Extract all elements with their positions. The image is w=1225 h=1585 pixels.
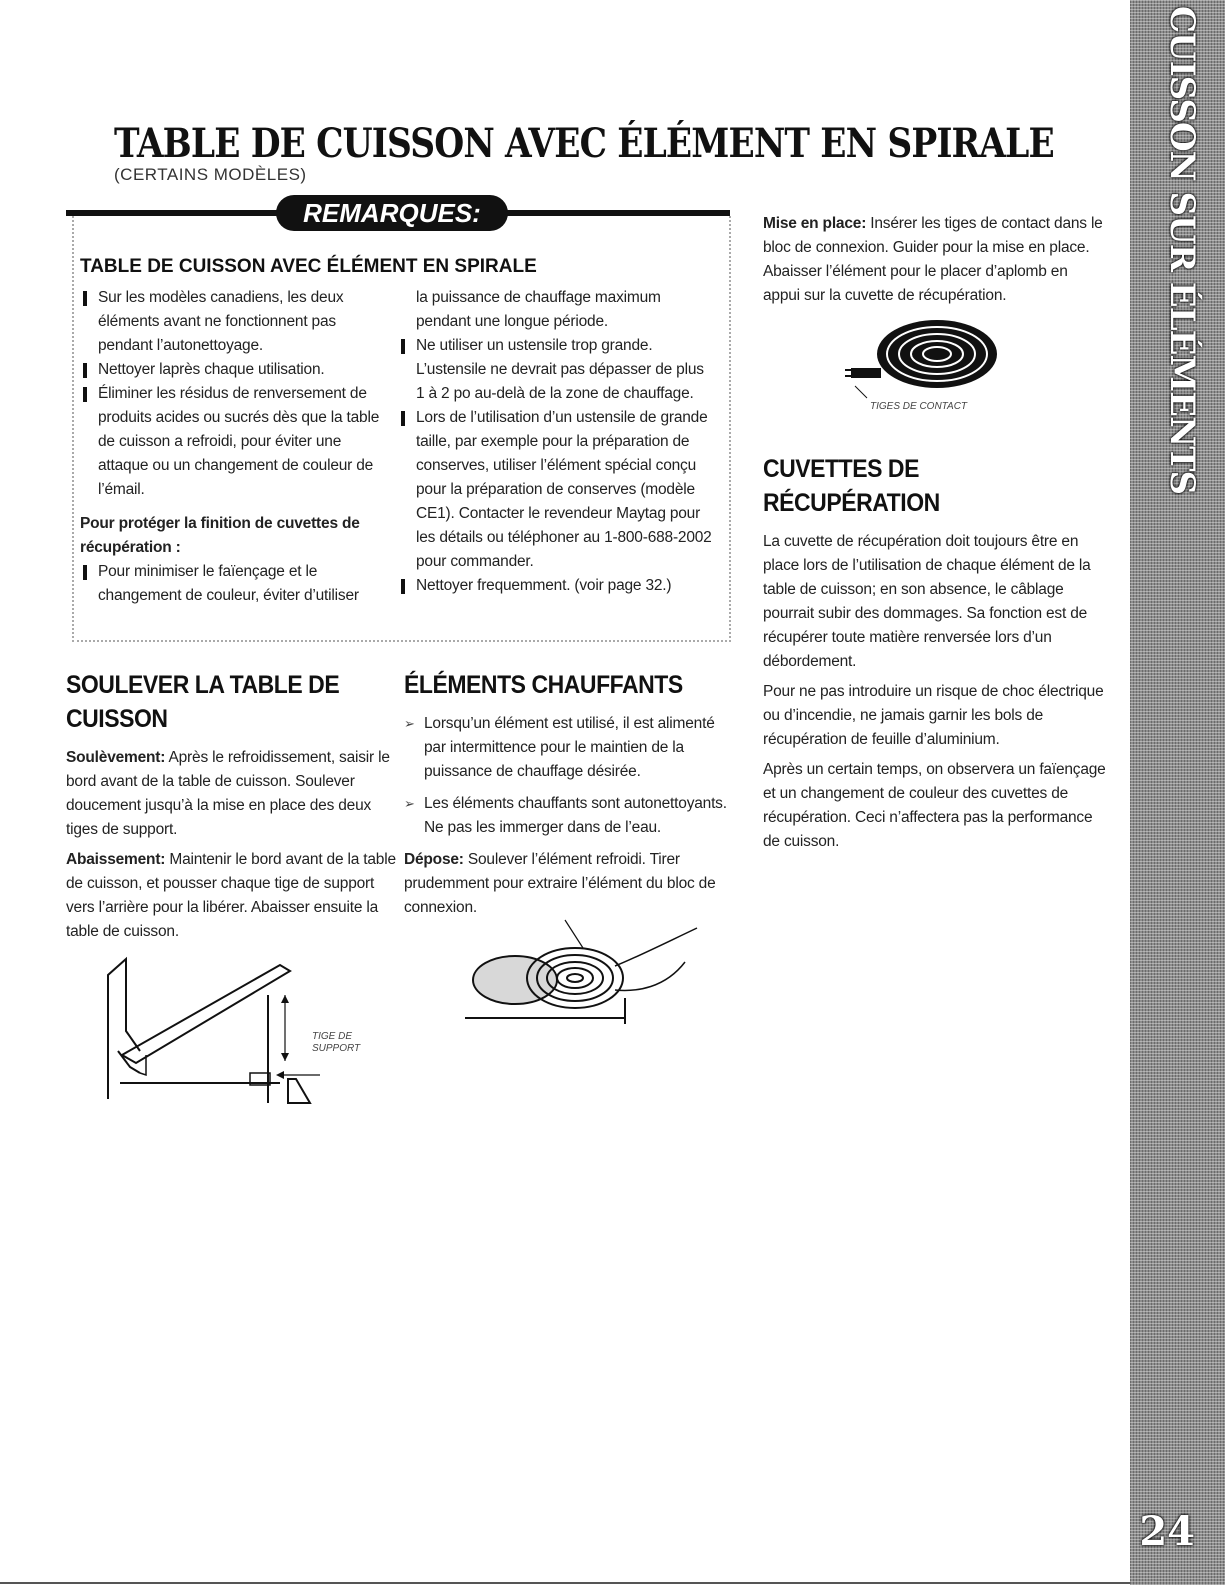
soulever-section: [66, 668, 396, 944]
depose-lead: Dépose:: [404, 851, 464, 868]
elements-section: [404, 668, 730, 920]
notes-continuation: la puissance de chauffage maximum pendant une longue période.: [416, 289, 661, 330]
notes-heading: TABLE DE CUISSON AVEC ÉLÉMENT EN SPIRALE: [80, 256, 537, 277]
soulever-paragraph-2: [66, 848, 396, 944]
notes-badge: REMARQUES:: [276, 195, 508, 231]
notes-bullet: Lors de l’utilisation d’un ustensile de grande taille, par exemple pour la préparation de conserves, utiliser l’élément spécial conçu pour la préparation de conserves (modèle CE1). Contacter le revendeur Maytag pour les détails ou téléphoner au 1-800-688-2002 pour commander.: [398, 406, 716, 574]
soulever-text: Après le refroidissement, saisir le bord avant de la table de cuisson. Soulever doucement jusqu’à la mise en place des deux tiges de support.: [66, 749, 390, 838]
abaissement-lead: Abaissement:: [66, 851, 166, 868]
cuvettes-section: [763, 452, 1113, 854]
soulever-paragraph-1: [66, 746, 396, 842]
notes-bullet: Ne utiliser un ustensile trop grande. L’ustensile ne devrait pas dépasser de plus 1 à 2 po au-delà de la zone de chauffage.: [398, 334, 716, 406]
support-rod-illustration: [100, 955, 360, 1105]
coil-element-illustration: [845, 318, 1005, 408]
cuvettes-heading: CUVETTES DE RÉCUPÉRATION: [763, 455, 940, 517]
element-removal-illustration: [465, 918, 715, 1038]
support-rod-label-2: SUPPORT: [312, 1043, 361, 1054]
protect-heading: Pour protéger la finition de cuvettes de récupération :: [80, 515, 360, 556]
mise-en-place-lead: Mise en place:: [763, 215, 867, 232]
contact-rods-label: TIGES DE CONTACT: [870, 401, 968, 412]
notes-bullet: Nettoyer laprès chaque utilisation.: [80, 358, 380, 382]
soulever-heading-line2: CUISSON: [66, 705, 168, 733]
notes-bullet: Éliminer les résidus de renversement de produits acides ou sucrés dès que la table de cuisson a refroidi, pour éviter une attaque ou un changement de couleur de l’émail.: [80, 382, 380, 502]
page-title: TABLE DE CUISSON AVEC ÉLÉMENT EN SPIRALE: [114, 120, 1054, 167]
notes-bullet: Pour minimiser le faïençage et le changement de couleur, éviter d’utiliser: [80, 560, 380, 608]
cuvettes-paragraph: La cuvette de récupération doit toujours être en place lors de l’utilisation de chaque élément de la table de cuisson; en son absence, le câblage pourrait subir des dommages. Sa fonction est de récupérer toute matière renversée lors d’un débordement.: [763, 533, 1091, 670]
notes-column-2: [398, 286, 716, 598]
mise-en-place-text: Insérer les tiges de contact dans le bloc de connexion. Guider pour la mise en place. Abaisser l’élément pour le placer d’aplomb en appui sur la cuvette de récupération.: [763, 215, 1103, 304]
notes-bullet: Nettoyer frequemment. (voir page 32.): [398, 574, 716, 598]
bottom-rule: [0, 1582, 1130, 1584]
abaissement-text: Maintenir le bord avant de la table de cuisson, et pousser chaque tige de support vers l’arrière pour la libérer. Abaisser ensuite la table de cuisson.: [66, 851, 396, 940]
page-number: 24: [1139, 1508, 1195, 1555]
soulever-lead: Soulèvement:: [66, 749, 166, 766]
section-tab-label: [1145, 5, 1219, 495]
notes-bullet: Sur les modèles canadiens, les deux éléments avant ne fonctionnent pas pendant l’autonettoyage.: [80, 286, 380, 358]
depose-text: Soulever l’élément refroidi. Tirer prudemment pour extraire l’élément du bloc de connexion.: [404, 851, 716, 916]
cuvettes-paragraph: Pour ne pas introduire un risque de choc électrique ou d’incendie, ne jamais garnir les bols de récupération de feuille d’aluminium.: [763, 683, 1104, 748]
soulever-heading-line1: SOULEVER LA TABLE DE: [66, 671, 340, 699]
support-rod-label-1: TIGE DE: [312, 1031, 353, 1042]
depose-paragraph: [404, 848, 730, 920]
elements-heading: ÉLÉMENTS CHAUFFANTS: [404, 671, 683, 699]
mise-en-place-paragraph: [763, 212, 1105, 308]
page-subtitle: (CERTAINS MODÈLES): [114, 165, 307, 184]
elements-arrow-item: ➢ Lorsqu’un élément est utilisé, il est alimenté par intermittence pour le maintien de la puissance de chauffage désirée.: [404, 712, 730, 784]
notes-column-1: [80, 286, 380, 608]
section-tab-text: CUISSON SUR ÉLÉMENTS: [1162, 5, 1202, 495]
cuvettes-paragraph: Après un certain temps, on observera un faïençage et un changement de couleur des cuvettes de récupération. Ceci n’affectera pas la performance de cuisson.: [763, 761, 1106, 850]
elements-arrow-item: ➢ Les éléments chauffants sont autonettoyants. Ne pas les immerger dans de l’eau.: [404, 792, 730, 840]
